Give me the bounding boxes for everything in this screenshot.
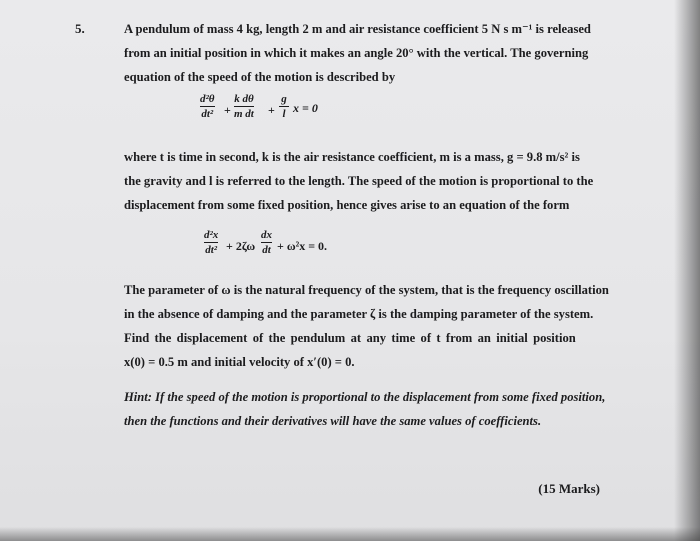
question-number: 5. xyxy=(75,21,85,36)
para2-line3: displacement from some fixed position, hence gives arise to an equation of the form xyxy=(124,198,570,212)
para3-line1: The parameter of ω is the natural frequency of the system, that is the frequency oscillation xyxy=(124,283,609,297)
eq1-tail: x = 0 xyxy=(293,101,318,115)
eq2-mid: + 2ζω xyxy=(226,239,256,253)
hint-line1: Hint: If the speed of the motion is proportional to the displacement from some fixed position, xyxy=(124,390,606,404)
para3-line2: in the absence of damping and the parameter ζ is the damping parameter of the system. xyxy=(124,307,594,321)
eq1-term2-num: k dθ xyxy=(234,93,254,105)
eq1-term1-den: dt² xyxy=(201,108,214,120)
eq1-term2 xyxy=(234,93,254,120)
eq2-term1-den: dt² xyxy=(205,244,218,256)
page-edge-shadow xyxy=(674,0,700,541)
marks-label: (15 Marks) xyxy=(538,481,600,496)
eq1-term1-num: d²θ xyxy=(200,93,215,105)
hint-line2: then the functions and their derivatives will have the same values of coefficients. xyxy=(124,414,542,428)
para1-line2: from an initial position in which it makes an angle 20° with the vertical. The governing xyxy=(124,46,589,60)
eq2-term2 xyxy=(261,229,272,256)
para2-line2: the gravity and l is referred to the length. The speed of the motion is proportional to the xyxy=(124,174,594,188)
eq2-term2-num: dx xyxy=(261,229,272,241)
eq2-term1 xyxy=(204,229,218,256)
eq1-plus1: + xyxy=(224,103,231,117)
para1-line1: A pendulum of mass 4 kg, length 2 m and air resistance coefficient 5 N s m⁻¹ is released xyxy=(124,22,591,36)
para3-line4: x(0) = 0.5 m and initial velocity of x′(0) = 0. xyxy=(124,355,355,369)
eq2-tail: + ω²x = 0. xyxy=(277,239,328,253)
eq1-term2-den: m dt xyxy=(234,108,254,120)
eq2-term1-num: d²x xyxy=(204,229,219,241)
eq1-term3-num: g xyxy=(281,93,287,105)
para3-line3: Find the displacement of the pendulum at any time of t from an initial position xyxy=(124,331,576,345)
page-bottom-shadow xyxy=(0,527,700,541)
para2-line1: where t is time in second, k is the air resistance coefficient, m is a mass, g = 9.8 m/s² is xyxy=(124,150,580,164)
eq1-term3 xyxy=(279,93,289,120)
para1-line3: equation of the speed of the motion is described by xyxy=(124,70,396,84)
eq1-plus2: + xyxy=(268,103,275,117)
eq2-term2-den: dt xyxy=(262,244,271,256)
eq1-term1 xyxy=(200,93,215,120)
eq1-term3-den: l xyxy=(282,108,286,120)
